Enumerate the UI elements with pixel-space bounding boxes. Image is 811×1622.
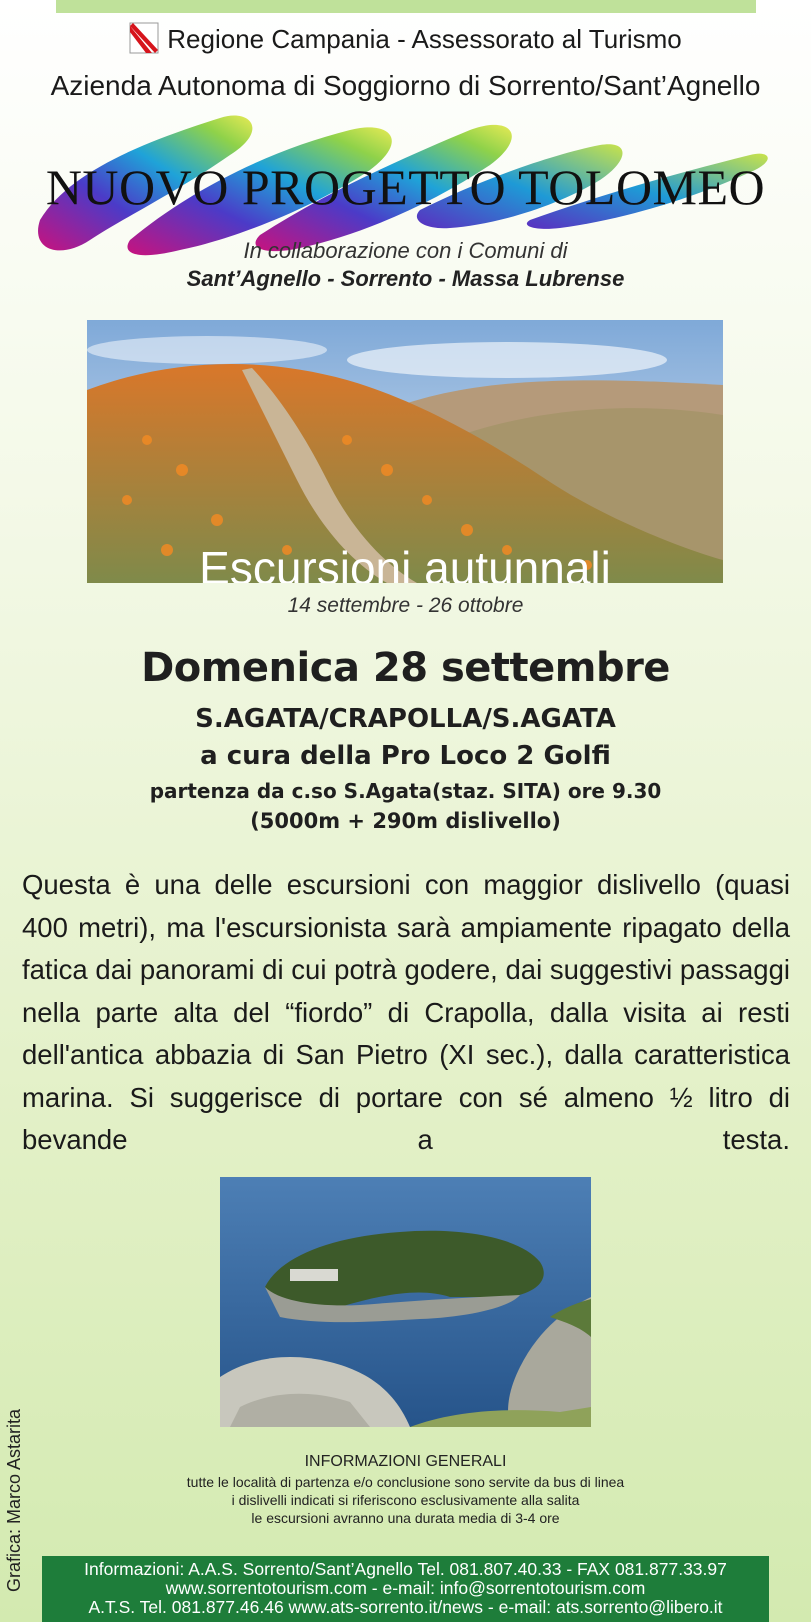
graphics-credit: Grafica: Marco Astarita [4, 1408, 24, 1592]
event-distance: (5000m + 290m dislivello) [250, 809, 561, 833]
top-accent-bar [56, 0, 756, 13]
event-date: Domenica 28 settembre [141, 645, 670, 691]
event-organizer: a cura della Pro Loco 2 Golfi [200, 741, 611, 771]
footer-line-website: www.sorrentotourism.com - e-mail: info@sorrentotourism.com [165, 1578, 646, 1598]
info-line: i dislivelli indicati si riferiscono esclusivamente alla salita [231, 1492, 580, 1508]
season-dates: 14 settembre - 26 ottobre [287, 594, 524, 617]
event-description: Questa è una delle escursioni con maggior dislivello (quasi 400 metri), ma l'escursionista sarà ampiamente ripagato della fatica dai panorami di cui potrà godere, dai suggestivi passaggi nella parte alta del “fiordo” di Crapolla, dalla visita ai resti dell'antica abbazia di San Pietro (XI sec.), dalla caratteristica marina. Si suggerisce di portare con sé almeno ½ litro di bevande a testa. [22, 869, 790, 1155]
region-header [0, 22, 811, 55]
municipalities-line: Sant’Agnello - Sorrento - Massa Lubrense [186, 266, 625, 291]
event-route: S.AGATA/CRAPOLLA/S.AGATA [195, 704, 616, 734]
event-departure: partenza da c.so S.Agata(staz. SITA) ore 9.30 [149, 779, 662, 803]
info-line: tutte le località di partenza e/o conclusione sono servite da bus di linea [186, 1474, 625, 1490]
agency-label: Azienda Autonoma di Soggiorno di Sorrento/Sant’Agnello [50, 70, 761, 101]
season-title: Escursioni autunnali [199, 542, 611, 583]
info-title: INFORMAZIONI GENERALI [304, 1453, 507, 1470]
contact-footer [42, 1556, 769, 1622]
footer-line-ats: A.T.S. Tel. 081.877.46.46 www.ats-sorrento.it/news - e-mail: ats.sorrento@libero.it [88, 1597, 723, 1617]
campania-emblem-icon [129, 22, 159, 54]
region-label: Regione Campania - Assessorato al Turismo [167, 24, 682, 54]
project-title: NUOVO PROGETTO TOLOMEO [45, 159, 766, 215]
collaboration-line: In collaborazione con i Comuni di [243, 238, 568, 263]
crapolla-island-photo [220, 1177, 591, 1427]
footer-line-aas: Informazioni: A.A.S. Sorrento/Sant’Agnello Tel. 081.807.40.33 - FAX 081.877.33.97 [84, 1559, 727, 1579]
info-line: le escursioni avranno una durata media di 3-4 ore [251, 1510, 560, 1526]
